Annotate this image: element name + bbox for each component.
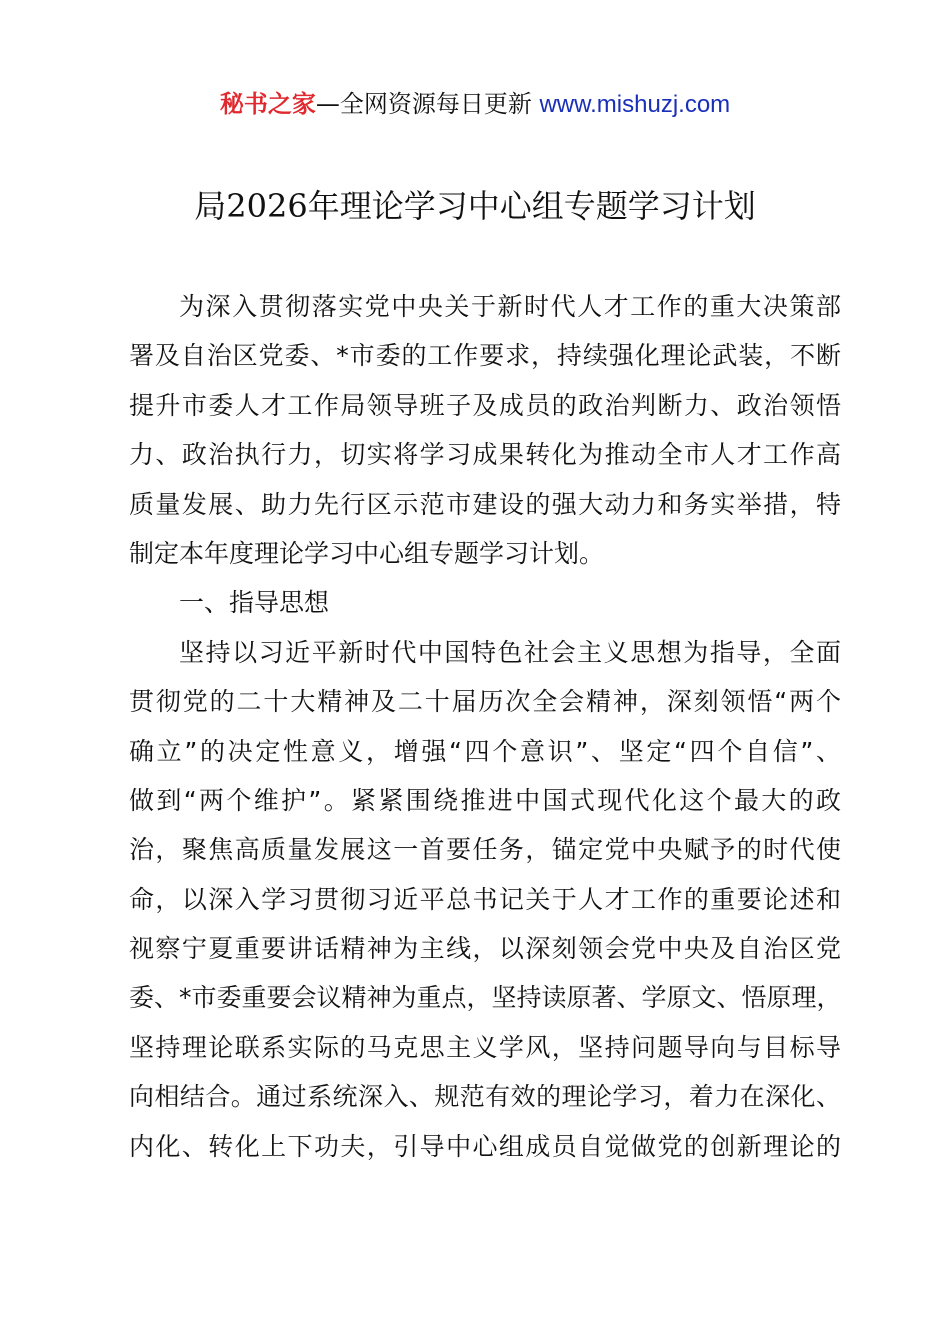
site-brand: 秘书之家 (219, 90, 316, 118)
section-heading: 一、指导思想 (179, 588, 330, 618)
paragraph-line: 治，聚焦高质量发展这一首要任务，锚定党中央赋予的时代使 (129, 835, 841, 865)
paragraph-line: 制定本年度理论学习中心组专题学习计划。 (129, 538, 605, 568)
paragraph-line: 坚持理论联系实际的马克思主义学风，坚持问题导向与目标导 (129, 1032, 841, 1062)
paragraph-line: 质量发展、助力先行区示范市建设的强大动力和务实举措，特 (129, 489, 841, 519)
paragraph-line: 内化、转化上下功夫，引导中心组成员自觉做党的创新理论的 (129, 1131, 841, 1161)
document-title: 局2026年理论学习中心组专题学习计划 (194, 187, 756, 225)
document-body (129, 282, 841, 1171)
site-url-link[interactable]: www.mishuzj.com (539, 91, 731, 118)
paragraph-line: 委、*市委重要会议精神为重点，坚持读原著、学原文、悟原理， (129, 983, 842, 1013)
paragraph-intro (129, 282, 841, 578)
paragraph-line: 提升市委人才工作局领导班子及成员的政治判断力、政治领悟 (129, 390, 841, 420)
paragraph-line: 为深入贯彻落实党中央关于新时代人才工作的重大决策部 (179, 292, 841, 321)
paragraph-line: 贯彻党的二十大精神及二十届历次全会精神，深刻领悟“两个 (129, 687, 841, 717)
paragraph-line: 力、政治执行力，切实将学习成果转化为推动全市人才工作高 (129, 440, 841, 470)
site-banner (0, 86, 950, 123)
paragraph-line: 确立”的决定性意义，增强“四个意识”、坚定“四个自信”、 (129, 736, 841, 766)
paragraph-line: 命，以深入学习贯彻习近平总书记关于人才工作的重要论述和 (129, 884, 841, 914)
section-heading-guiding-thought (129, 578, 841, 627)
paragraph-line: 署及自治区党委、*市委的工作要求，持续强化理论武装，不断 (129, 341, 841, 371)
paragraph-line: 向相结合。通过系统深入、规范有效的理论学习，着力在深化、 (129, 1082, 841, 1112)
paragraph-line: 视察宁夏重要讲话精神为主线，以深刻领会党中央及自治区党 (129, 934, 841, 964)
paragraph-guiding-thought (129, 628, 841, 1171)
site-slogan: —全网资源每日更新 (315, 90, 532, 118)
paragraph-line: 坚持以习近平新时代中国特色社会主义思想为指导，全面 (179, 637, 841, 667)
paragraph-line: 做到“两个维护”。紧紧围绕推进中国式现代化这个最大的政 (129, 785, 841, 815)
